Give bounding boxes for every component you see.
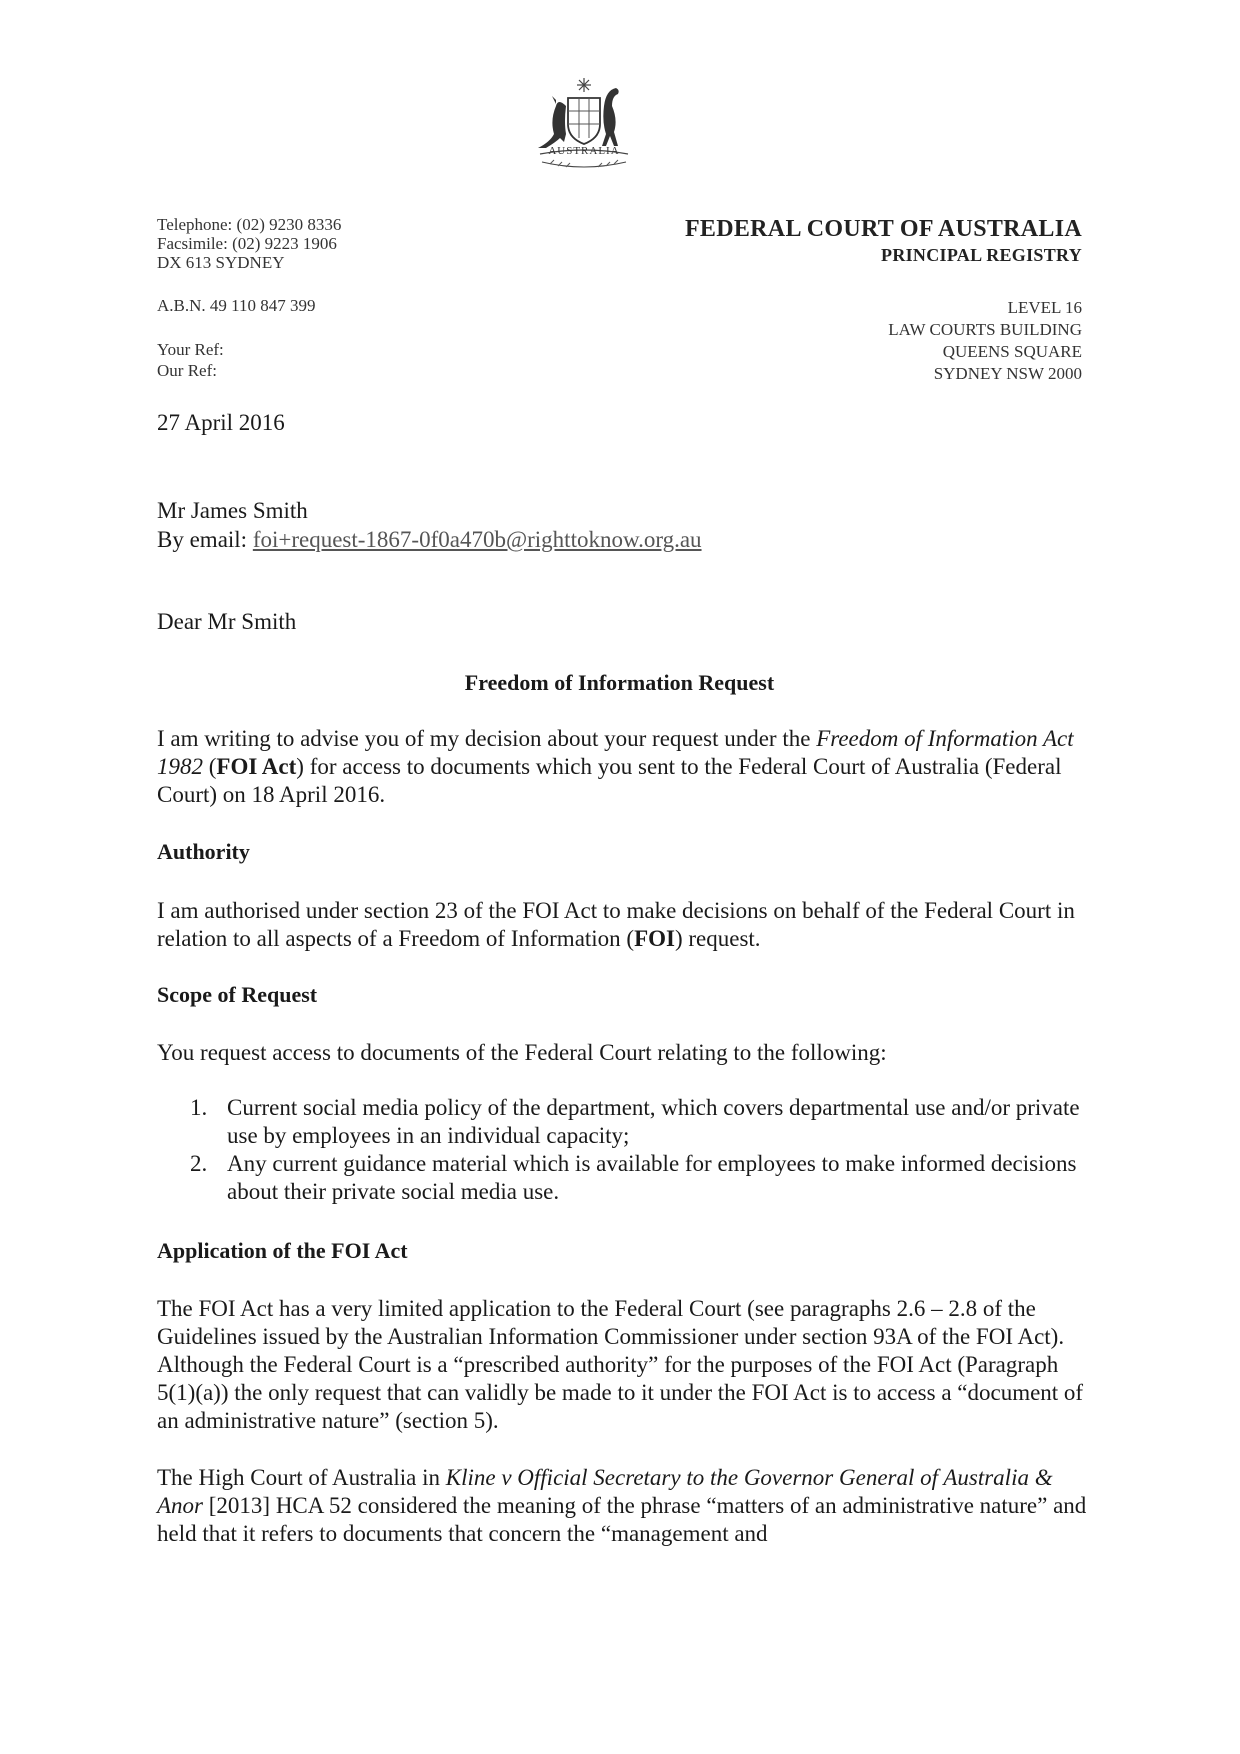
address-line: SYDNEY NSW 2000	[933, 364, 1082, 383]
facsimile: Facsimile: (02) 9223 1906	[157, 234, 337, 253]
address-line: LEVEL 16	[1007, 298, 1082, 317]
text-run: ) for access to documents which you sent to the Federal Court of Australia (Federal Court) on 18 April 2016.	[157, 754, 1062, 807]
act-title: Freedom of Information Act 1982	[157, 726, 1074, 779]
your-ref: Your Ref:	[157, 340, 224, 359]
paragraph-decision	[157, 725, 1092, 809]
address-line: LAW COURTS BUILDING	[888, 320, 1082, 339]
address-line: QUEENS SQUARE	[942, 342, 1082, 361]
paragraph-authority	[157, 897, 1092, 953]
paragraph-application: The FOI Act has a very limited application to the Federal Court (see paragraphs 2.6 – 2.8 of the Guidelines issued by the Australian Information Commissioner under section 93A of the FOI Act). Although the Federal Court is a “prescribed authority” for the purposes of the FOI Act (Paragraph 5(1)(a)) the only request that can validly be made to it under the FOI Act is to access a “document of an administrative nature” (section 5).	[157, 1296, 1084, 1433]
text-run: [2013] HCA 52 considered the meaning of the phrase “matters of an administrative nature” and held that it refers to documents that concern the “management and	[157, 1493, 1087, 1546]
recipient-email-link[interactable]: foi+request-1867-0f0a470b@righttoknow.org.au	[252, 527, 702, 552]
defined-term: FOI Act	[216, 754, 297, 779]
text-run: I am authorised under section 23 of the FOI Act to make decisions on behalf of the Federal Court in relation to all aspects of a Freedom of Information (	[157, 898, 1075, 951]
references	[157, 339, 224, 381]
salutation: Dear Mr Smith	[157, 609, 297, 634]
defined-term: FOI	[634, 926, 675, 951]
contact-block	[157, 215, 341, 272]
heading-scope: Scope of Request	[157, 982, 318, 1007]
list-text: Current social media policy of the department, which covers departmental use and/or private use by employees in an individual capacity;	[227, 1095, 1080, 1148]
registry-name: PRINCIPAL REGISTRY	[881, 245, 1082, 265]
list-item	[190, 1094, 1090, 1150]
text-run: ) request.	[674, 926, 761, 951]
recipient-name: Mr James Smith	[157, 498, 308, 523]
text-run: (	[203, 754, 217, 779]
court-name: FEDERAL COURT OF AUSTRALIA	[684, 216, 1082, 242]
paragraph-scope: You request access to documents of the Federal Court relating to the following:	[157, 1040, 887, 1065]
court-address	[888, 297, 1082, 385]
list-number: 2.	[190, 1151, 208, 1176]
text-run: I am writing to advise you of my decision about your request under the	[157, 726, 817, 751]
list-item	[190, 1150, 1090, 1206]
heading-application: Application of the FOI Act	[157, 1238, 408, 1263]
case-name: Kline v Official Secretary to the Governor General of Australia & Anor	[157, 1465, 1053, 1518]
telephone: Telephone: (02) 9230 8336	[157, 215, 342, 234]
email-label: By email:	[157, 527, 253, 552]
request-list	[190, 1094, 1090, 1206]
heading-authority: Authority	[157, 839, 250, 864]
recipient-block	[157, 496, 702, 554]
abn: A.B.N. 49 110 847 399	[157, 296, 316, 315]
letter-date: 27 April 2016	[157, 410, 285, 435]
list-number: 1.	[190, 1095, 208, 1120]
coat-of-arms	[520, 76, 648, 176]
recipient-email-line	[157, 525, 702, 554]
our-ref: Our Ref:	[157, 361, 217, 380]
subject-heading: Freedom of Information Request	[464, 670, 775, 695]
coat-of-arms-icon	[520, 76, 648, 176]
paragraph-high-court	[157, 1464, 1092, 1548]
list-text: Any current guidance material which is available for employees to make informed decisions about their private social media use.	[227, 1151, 1077, 1204]
text-run: The High Court of Australia in	[157, 1465, 446, 1490]
crest-label: AUSTRALIA	[548, 145, 620, 157]
dx-number: DX 613 SYDNEY	[157, 253, 285, 272]
